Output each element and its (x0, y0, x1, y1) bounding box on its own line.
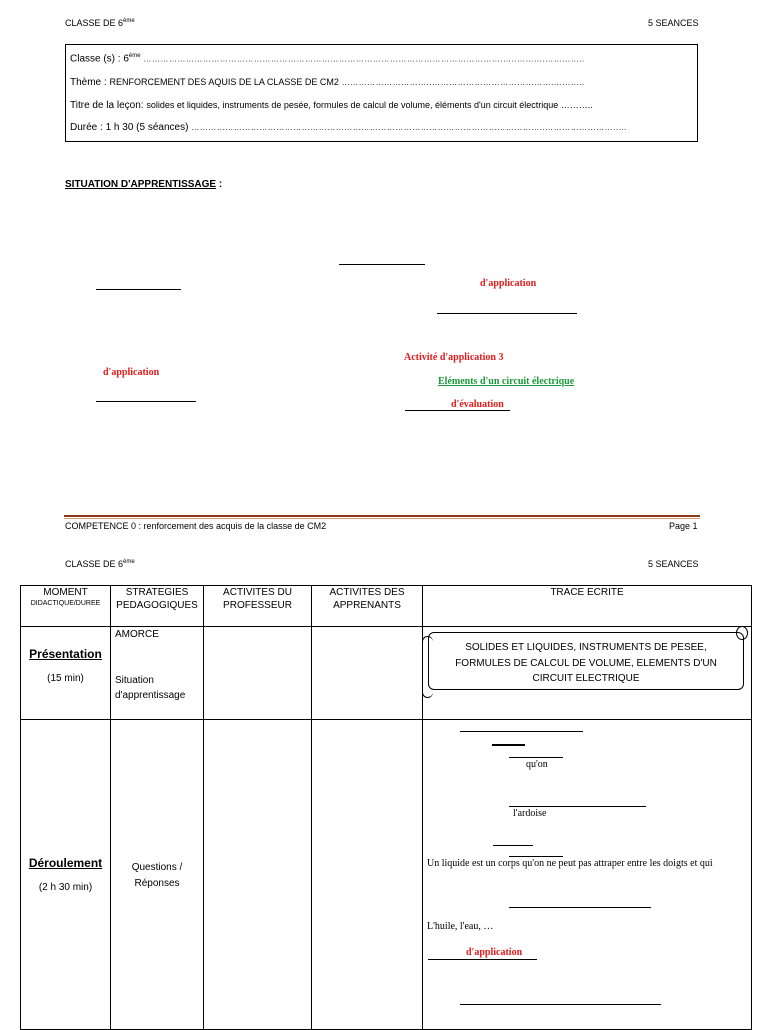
header-learner-activities: ACTIVITES DES APPRENANTS (312, 586, 423, 627)
liquid-examples: L'huile, l'eau, … (427, 921, 494, 932)
footer-page-number: Page 1 (669, 521, 698, 531)
cell-strategies-deroulement: Questions / Réponses (111, 720, 204, 1030)
blank-line (437, 313, 577, 314)
table-header-row (21, 586, 752, 627)
blank-line (96, 289, 181, 290)
blank-line (339, 264, 425, 265)
activity-application-3-label: Activité d'application 3 (404, 352, 504, 363)
text-ardoise: l'ardoise (513, 808, 547, 819)
blank-line (492, 744, 525, 746)
blank-line (509, 757, 563, 758)
info-classe: Classe (s) : 6ème ……………………………………………………………………………………………………………….…..……….………….. (70, 53, 585, 65)
blank-line (493, 845, 533, 846)
footer-divider (64, 515, 700, 517)
cell-moment-presentation: Présentation (15 min) (21, 627, 111, 720)
page1-header-seances: 5 SEANCES (648, 18, 699, 28)
footer-divider-light (64, 518, 700, 519)
blank-line (428, 959, 537, 960)
activity-evaluation-label: d'évaluation (451, 399, 504, 410)
blank-line (460, 731, 583, 732)
info-titre: Titre de la leçon: solides et liquides, instruments de pesée, formules de calcul de volume, éléments d'un circuit électrique ……….. (70, 100, 593, 111)
cell-strategies-presentation: AMORCE Situation d'apprentissage (111, 627, 204, 720)
activity-application-label: d'application (103, 367, 160, 378)
blank-line (96, 401, 196, 402)
circuit-elements-heading: Eléments d'un circuit électrique (438, 376, 575, 387)
lesson-title-scroll: SOLIDES ET LIQUIDES, INSTRUMENTS DE PESEE, FORMULES DE CALCUL DE VOLUME, ELEMENTS D'UN CIRCUIT ELECTRIQUE (428, 632, 744, 690)
info-theme: Thème : RENFORCEMENT DES AQUIS DE LA CLASSE DE CM2 …………………………..…………………………………….……….. (70, 77, 585, 88)
blank-line (405, 410, 510, 411)
blank-line (509, 806, 646, 807)
footer-competence: COMPETENCE 0 : renforcement des acquis de la classe de CM2 (65, 521, 327, 531)
header-prof-activities: ACTIVITES DU PROFESSEUR (204, 586, 312, 627)
liquid-definition: Un liquide est un corps qu'on ne peut pas attraper entre les doigts et qui (427, 858, 713, 869)
header-strategies: STRATEGIES PEDAGOGIQUES (111, 586, 204, 627)
cell-trace-deroulement (423, 720, 752, 1030)
activity-application-label: d'application (466, 947, 523, 958)
info-duree: Durée : 1 h 30 (5 séances) ……………………………………………………………………………………………………………..……………………..… (70, 122, 628, 133)
header-moment: MOMENT DIDACTIQUE/DUREE (21, 586, 111, 627)
blank-line (509, 907, 651, 908)
cell-learner-deroulement (312, 720, 423, 1030)
cell-prof-deroulement (204, 720, 312, 1030)
page2-header-class: CLASSE DE 6ème (65, 559, 135, 569)
text-qu-on: qu'on (526, 759, 548, 770)
page1-header-class: CLASSE DE 6ème (65, 18, 135, 28)
cell-learner-presentation (312, 627, 423, 720)
cell-moment-deroulement: Déroulement (2 h 30 min) (21, 720, 111, 1030)
table-row (21, 720, 752, 1030)
blank-line (509, 856, 563, 857)
cell-prof-presentation (204, 627, 312, 720)
page2-header-seances: 5 SEANCES (648, 559, 699, 569)
activity-application-label: d'application (480, 278, 537, 289)
blank-line (460, 1004, 661, 1005)
situation-title: SITUATION D'APPRENTISSAGE : (65, 179, 223, 190)
lesson-info-box (65, 44, 698, 142)
header-trace-ecrite: TRACE ECRITE (423, 586, 752, 627)
